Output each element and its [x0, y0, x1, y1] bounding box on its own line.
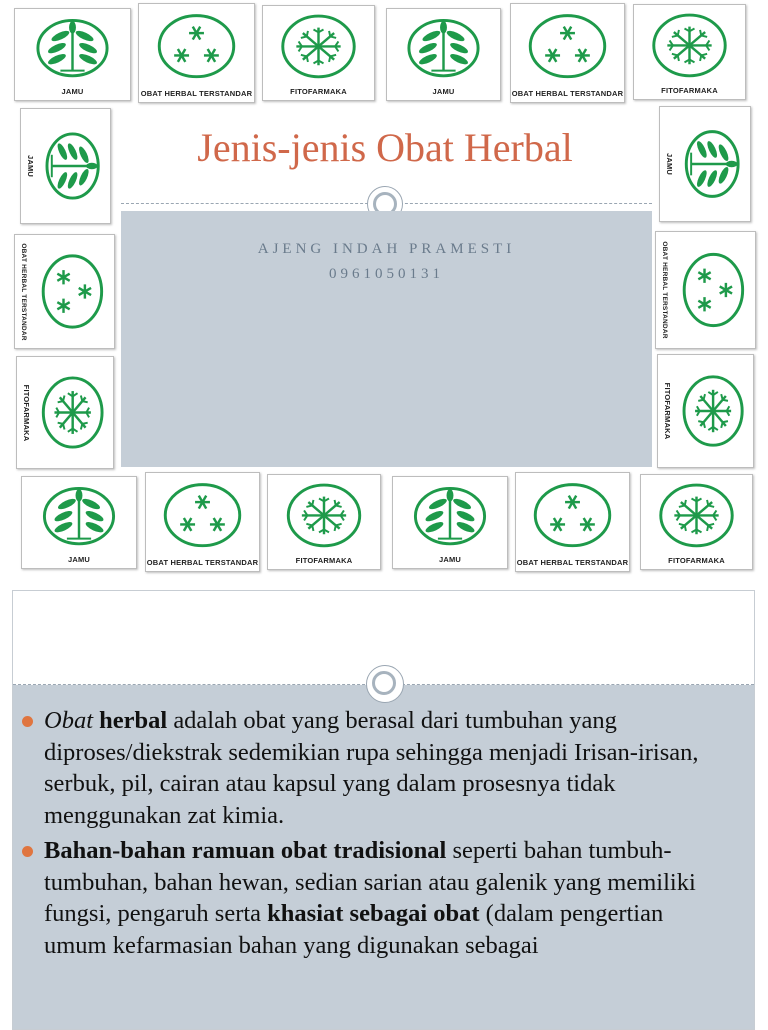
fitofarmaka-logo-label: FITOFARMAKA — [663, 382, 672, 440]
author-name: AJENG INDAH PRAMESTI — [257, 241, 516, 257]
jamu-logo-label: JAMU — [61, 87, 84, 96]
jamu-logo-icon — [20, 108, 111, 224]
fitofarmaka-emblem-icon — [263, 6, 374, 100]
oht-logo-label: OBAT HERBAL TERSTANDAR — [140, 89, 253, 98]
oht-logo-label: OBAT HERBAL TERSTANDAR — [661, 241, 668, 339]
jamu-logo-icon — [659, 106, 751, 222]
oht-logo-icon — [510, 3, 625, 103]
fitofarmaka-emblem-icon — [17, 357, 113, 468]
jamu-logo-label: JAMU — [665, 152, 674, 176]
fitofarmaka-logo-label: FITOFARMAKA — [661, 86, 718, 95]
bullet-list — [20, 705, 720, 965]
bullet1-bold: herbal — [99, 707, 168, 734]
slide-title: Jenis-jenis Obat Herbal — [197, 125, 573, 170]
bullet2-bold2: khasiat sebagai obat — [267, 900, 480, 927]
fitofarmaka-logo-label: FITOFARMAKA — [668, 556, 725, 565]
jamu-logo-icon — [14, 8, 131, 101]
jamu-logo-label: JAMU — [67, 555, 91, 564]
oht-emblem-icon — [656, 232, 755, 348]
jamu-logo-label: JAMU — [432, 87, 455, 96]
jamu-logo-label: JAMU — [26, 154, 35, 178]
oht-emblem-icon — [15, 235, 114, 348]
bullet2-bold1: Bahan-bahan ramuan obat tradisional — [44, 837, 447, 864]
oht-emblem-icon — [511, 4, 624, 102]
fitofarmaka-emblem-icon — [268, 475, 380, 569]
fitofarmaka-logo-icon — [262, 5, 375, 101]
jamu-logo-icon — [392, 476, 508, 569]
fitofarmaka-emblem-icon — [634, 5, 745, 99]
oht-logo-icon — [515, 472, 630, 572]
bullet2-text1: seperti bahan tumbuh-tumbuhan, bahan hewan, sedian sarian atau galenik yang memiliki fungsi, pengaruh serta — [44, 837, 696, 927]
bullet2-text2: (dalam pengertian umum kefarmasian bahan yang digunakan sebagai — [44, 900, 664, 959]
oht-emblem-icon — [146, 473, 259, 571]
fitofarmaka-logo-icon — [657, 354, 754, 468]
oht-logo-label: OBAT HERBAL TERSTANDAR — [146, 558, 259, 567]
oht-emblem-icon — [516, 473, 629, 571]
bullet1-text: adalah obat yang berasal dari tumbuhan yang diproses/diekstrak sedemikian rupa sehingga menjadi Irisan-irisan, serbuk, pil, cairan atau kapsul yang dalam prosesnya tidak menggunakan zat kimia. — [44, 707, 699, 829]
bullet1-italic: Obat — [44, 707, 93, 734]
student-number: 0961050131 — [329, 266, 444, 282]
content-divider-ring-icon — [366, 665, 404, 703]
oht-logo-label: OBAT HERBAL TERSTANDAR — [516, 558, 629, 567]
oht-logo-label: OBAT HERBAL TERSTANDAR — [511, 89, 624, 98]
jamu-logo-icon — [21, 476, 137, 569]
fitofarmaka-emblem-icon — [641, 475, 752, 569]
fitofarmaka-logo-icon — [633, 4, 746, 100]
jamu-logo-icon — [386, 8, 501, 101]
oht-logo-icon — [138, 3, 255, 103]
fitofarmaka-logo-label: FITOFARMAKA — [290, 87, 347, 96]
fitofarmaka-logo-icon — [267, 474, 381, 570]
oht-logo-icon — [655, 231, 756, 349]
oht-logo-icon — [14, 234, 115, 349]
fitofarmaka-emblem-icon — [658, 355, 753, 467]
oht-logo-icon — [145, 472, 260, 572]
fitofarmaka-logo-icon — [640, 474, 753, 570]
oht-emblem-icon — [139, 4, 254, 102]
bullet-item-2 — [20, 835, 720, 961]
fitofarmaka-logo-icon — [16, 356, 114, 469]
fitofarmaka-logo-label: FITOFARMAKA — [295, 556, 353, 565]
bullet-item-1 — [20, 705, 720, 831]
oht-logo-label: OBAT HERBAL TERSTANDAR — [20, 242, 27, 341]
fitofarmaka-logo-label: FITOFARMAKA — [22, 384, 31, 441]
subtitle-panel — [121, 211, 652, 467]
jamu-logo-label: JAMU — [438, 555, 462, 564]
